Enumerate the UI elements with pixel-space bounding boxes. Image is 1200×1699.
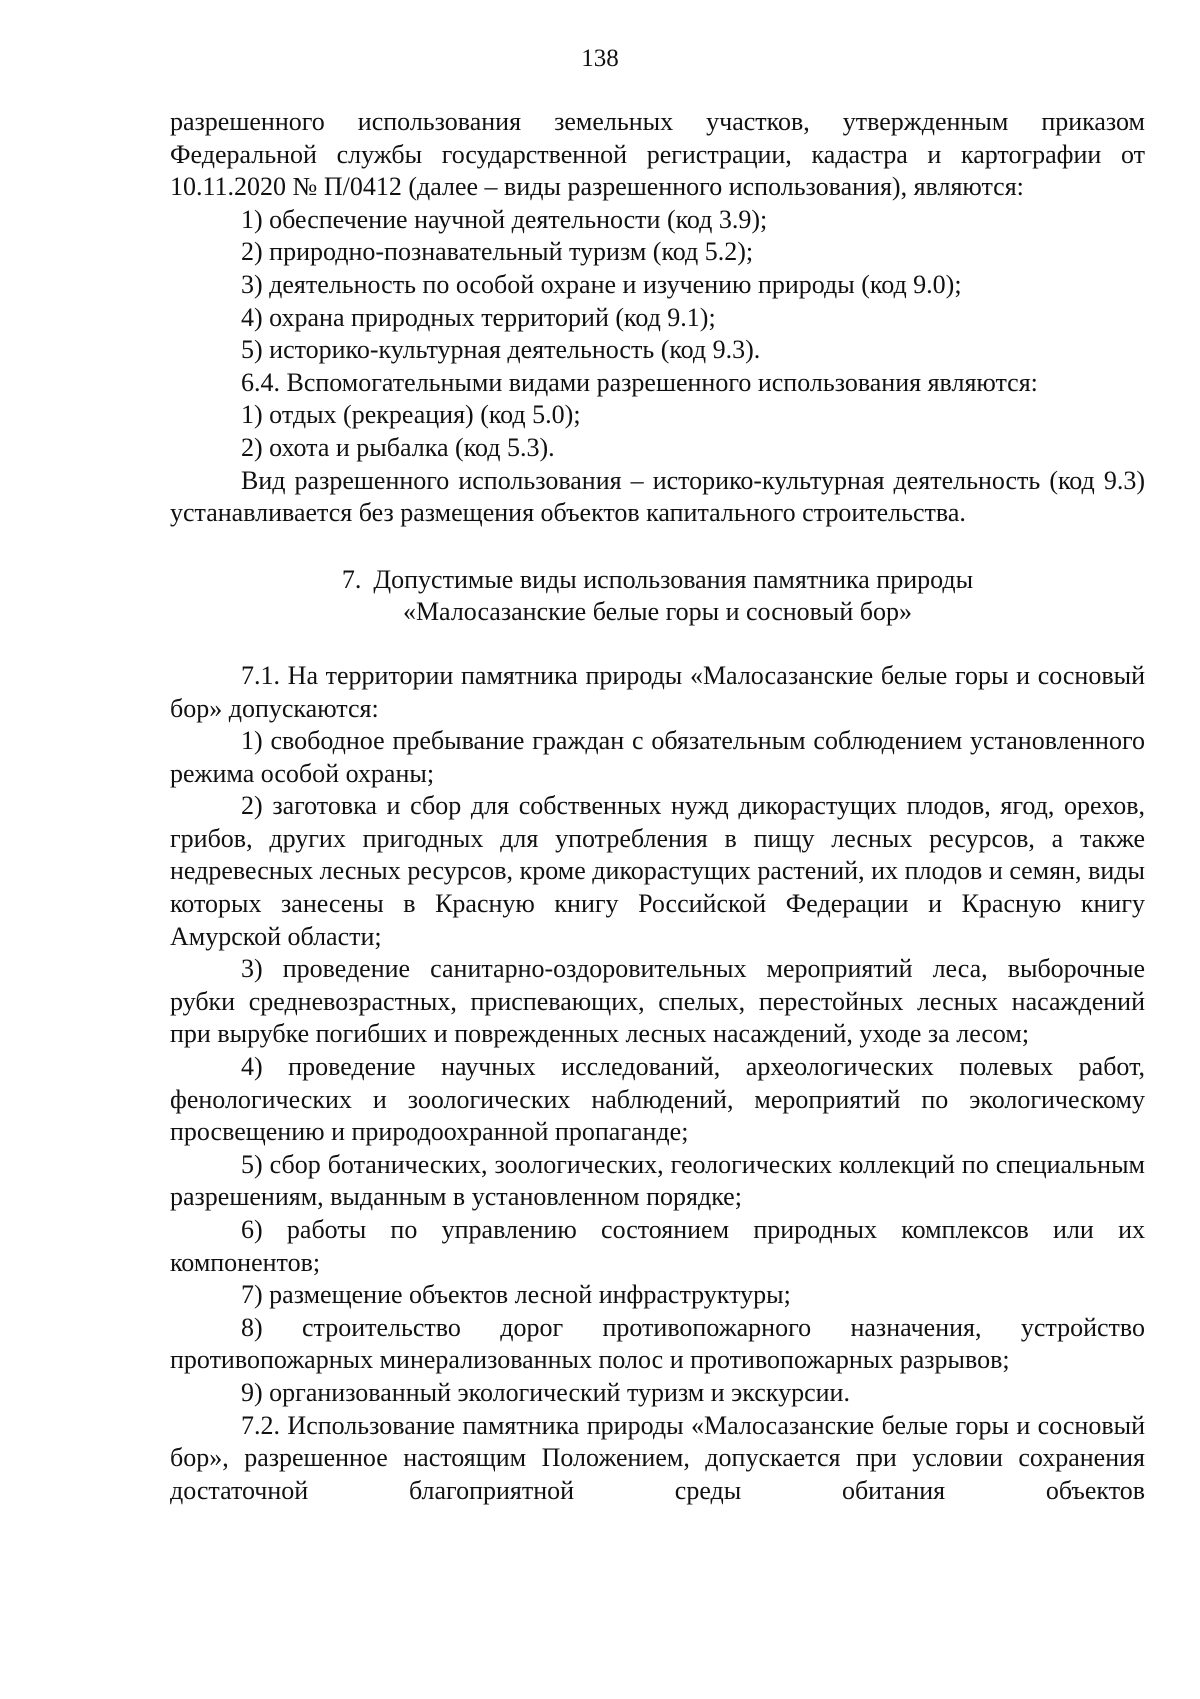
section-title-line-2: «Малосазанские белые горы и сосновый бор» [402,597,913,627]
paragraph: 3) проведение санитарно-оздоровительных мероприятий леса, выборочные рубки средневозрастных, приспевающих, спелых, перестойных лесных насаждений при вырубке погибших и поврежденных лесных насаждений, уходе за лесом; [170,954,1145,1049]
paragraph: 3) деятельность по особой охране и изучению природы (код 9.0); [241,269,962,299]
paragraph: 6.4. Вспомогательными видами разрешенного использования являются: [241,367,1038,397]
paragraph: Вид разрешенного использования – историко-культурная деятельность (код 9.3) устанавливается без размещения объектов капитального строительства. [170,465,1145,528]
paragraph: 1) отдых (рекреация) (код 5.0); [241,400,581,430]
paragraph: 7) размещение объектов лесной инфраструктуры; [241,1280,791,1310]
bottom-paragraphs [170,660,1145,1507]
paragraph: 5) историко-культурная деятельность (код 9.3). [241,335,761,365]
document-body [170,106,1145,1507]
paragraph: 1) обеспечение научной деятельности (код 3.9); [241,204,768,234]
section-number: 7. [341,564,362,594]
section-title-line-1: Допустимые виды использования памятника природы [373,564,974,594]
paragraph: разрешенного использования земельных участков, утвержденным приказом Федеральной службы государственной регистрации, кадастра и картографии от 10.11.2020 № П/0412 (далее – виды разрешенного использования), являются: [170,107,1145,202]
paragraph: 2) заготовка и сбор для собственных нужд дикорастущих плодов, ягод, орехов, грибов, других пригодных для употребления в пищу лесных ресурсов, а также недревесных лесных ресурсов, кроме дикорастущих растений, их плодов и семян, виды которых занесены в Красную книгу Российской Федерации и Красную книгу Амурской области; [170,791,1145,951]
paragraph: 4) охрана природных территорий (код 9.1); [241,302,716,332]
page-number: 138 [581,45,619,72]
top-paragraphs [170,106,1145,530]
paragraph: 4) проведение научных исследований, археологических полевых работ, фенологических и зоологических наблюдений, мероприятий по экологическому просвещению и природоохранной пропаганде; [170,1052,1145,1147]
paragraph: 7.2. Использование памятника природы «Малосазанские белые горы и сосновый бор», разрешенное настоящим Положением, допускается при условии сохранения достаточной благоприятной среды обитания объектов [170,1410,1145,1505]
paragraph: 6) работы по управлению состоянием природных комплексов или их компонентов; [170,1215,1145,1277]
paragraph: 7.1. На территории памятника природы «Малосазанские белые горы и сосновый бор» допускаются: [170,660,1145,723]
section-heading [170,564,1145,629]
paragraph: 5) сбор ботанических, зоологических, геологических коллекций по специальным разрешениям, выданным в установленном порядке; [170,1149,1145,1212]
paragraph: 2) охота и рыбалка (код 5.3). [241,432,555,462]
paragraph: 9) организованный экологический туризм и экскурсии. [241,1377,850,1407]
paragraph: 1) свободное пребывание граждан с обязательным соблюдением установленного режима особой охраны; [170,726,1145,788]
paragraph: 2) природно-познавательный туризм (код 5.2); [241,237,754,267]
section-heading-line-1 [170,564,1145,597]
paragraph: 8) строительство дорог противопожарного назначения, устройство противопожарных минерализованных полос и противопожарных разрывов; [170,1312,1145,1375]
